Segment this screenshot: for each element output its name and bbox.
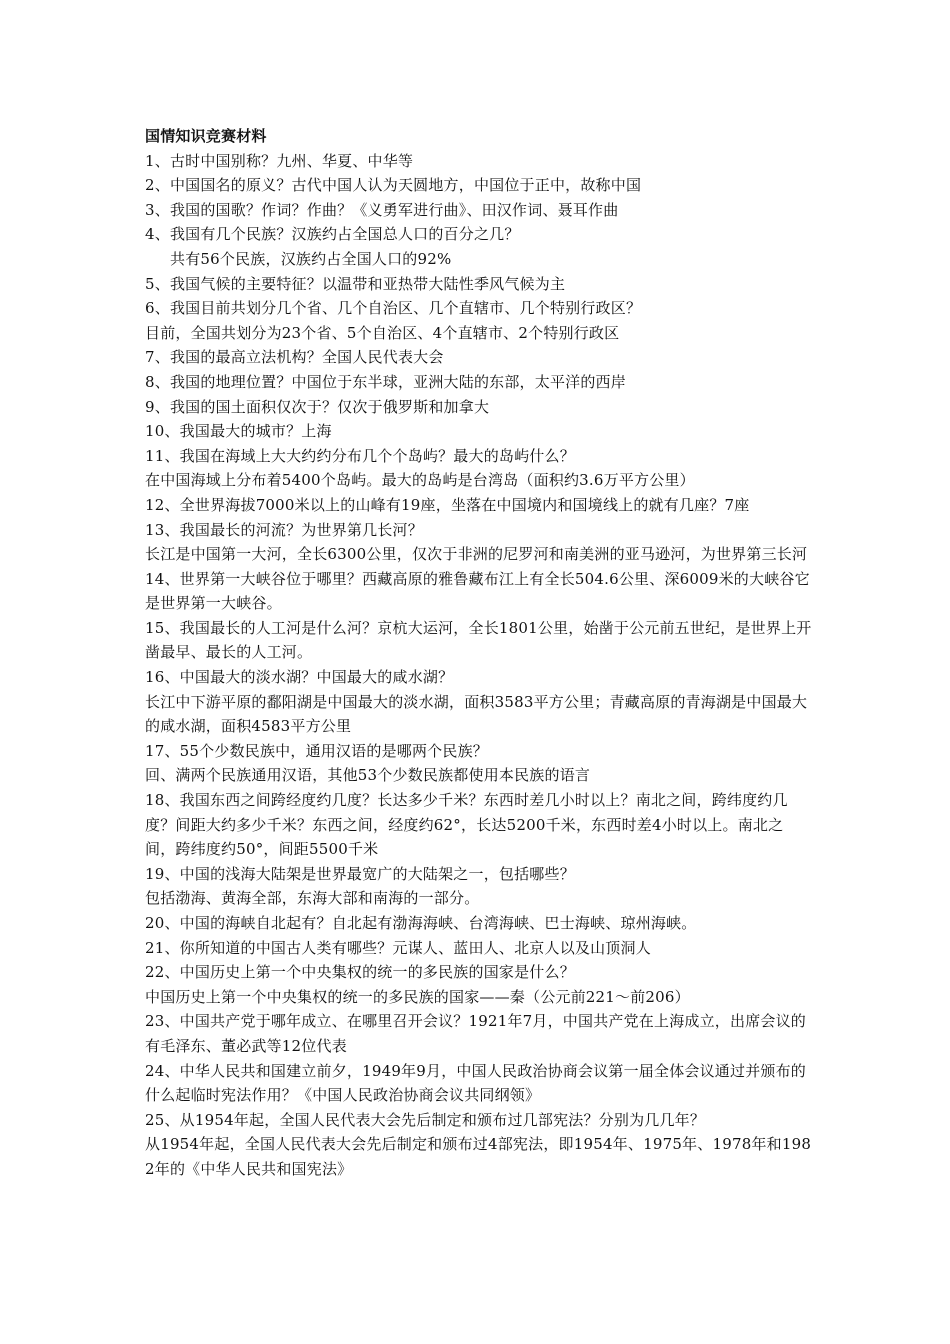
- document-line: 中国历史上第一个中央集权的统一的多民族的国家——秦（公元前221～前206）: [145, 987, 690, 1006]
- document-title: 国情知识竞赛材料: [145, 127, 267, 145]
- document-line: 2、中国国名的原义？古代中国人认为天圆地方，中国位于正中，故称中国: [145, 176, 642, 195]
- document-line: 8、我国的地理位置？中国位于东半球，亚洲大陆的东部，太平洋的西岸: [145, 372, 626, 391]
- document-line: 从1954年起，全国人民代表大会先后制定和颁布过4部宪法，即1954年、1975年、1978年和1982年的《中华人民共和国宪法》: [145, 1135, 812, 1178]
- document-line: 在中国海域上分布着5400个岛屿。最大的岛屿是台湾岛（面积约3.6万平方公里）: [145, 471, 695, 490]
- document-line: 13、我国最长的河流？为世界第几长河？: [145, 520, 423, 539]
- document-line: 目前，全国共划分为23个省、5个自治区、4个直辖市、2个特别行政区: [145, 323, 620, 342]
- document-line: 3、我国的国歌？作词？作曲？《义勇军进行曲》、田汉作词、聂耳作曲: [145, 200, 619, 219]
- document-line: 22、中国历史上第一个中央集权的统一的多民族的国家是什么？: [145, 963, 575, 982]
- document-line: 9、我国的国土面积仅次于？仅次于俄罗斯和加拿大: [145, 397, 490, 416]
- document-line: 1、古时中国别称？九州、华夏、中华等: [145, 151, 414, 170]
- document-line: 长江中下游平原的鄱阳湖是中国最大的淡水湖，面积3583平方公里；青藏高原的青海湖是中国最大的咸水湖，面积4583平方公里: [145, 692, 808, 736]
- document-line: 24、中华人民共和国建立前夕，1949年9月，中国人民政治协商会议第一届全体会议通过并颁布的什么起临时宪法作用？《中国人民政治协商会议共同纲领》: [145, 1061, 807, 1105]
- document-line: 7、我国的最高立法机构？全国人民代表大会: [145, 348, 444, 367]
- document-line: 共有56个民族，汉族约占全国人口的92%: [170, 249, 452, 268]
- document-line: 23、中国共产党于哪年成立、在哪里召开会议？1921年7月，中国共产党在上海成立，出席会议的有毛泽东、董必武等12位代表: [145, 1012, 807, 1055]
- document-line: 回、满两个民族通用汉语，其他53个少数民族都使用本民族的语言: [145, 766, 591, 785]
- document-line: 15、我国最长的人工河是什么河？京杭大运河，全长1801公里，始凿于公元前五世纪，是世界上开凿最早、最长的人工河。: [145, 618, 812, 662]
- document-line: 16、中国最大的淡水湖？中国最大的咸水湖？: [145, 668, 454, 687]
- document-line: 11、我国在海域上大大约约分布几个个岛屿？最大的岛屿什么？: [145, 446, 575, 465]
- document-page: [145, 124, 813, 1182]
- document-line: 14、世界第一大峡谷位于哪里？西藏高原的雅鲁藏布江上有全长504.6公里、深6009米的大峡谷它是世界第一大峡谷。: [145, 569, 810, 613]
- document-line: 19、中国的浅海大陆架是世界最宽广的大陆架之一，包括哪些？: [145, 864, 575, 883]
- document-line: 6、我国目前共划分几个省、几个自治区、几个直辖市、几个特别行政区？: [145, 299, 642, 318]
- document-line: 10、我国最大的城市？上海: [145, 422, 332, 441]
- document-line: 20、中国的海峡自北起有？自北起有渤海海峡、台湾海峡、巴士海峡、琼州海峡。: [145, 914, 697, 932]
- document-line: 25、从1954年起，全国人民代表大会先后制定和颁布过几部宪法？分别为几几年？: [145, 1110, 706, 1129]
- document-line: 长江是中国第一大河，全长6300公里，仅次于非洲的尼罗河和南美洲的亚马逊河，为世界第三长河: [145, 545, 808, 564]
- document-line: 21、你所知道的中国古人类有哪些？元谋人、蓝田人、北京人以及山顶洞人: [145, 938, 651, 957]
- document-line: 5、我国气候的主要特征？以温带和亚热带大陆性季风气候为主: [145, 274, 566, 293]
- document-line: 18、我国东西之间跨经度约几度？长达多少千米？东西时差几小时以上？南北之间，跨纬度约几度？间距大约多少千米？东西之间，经度约62°，长达5200千米，东西时差4小时以上。南北之间，跨纬度约50°，间距5500千米: [145, 791, 788, 859]
- document-body: [145, 149, 813, 1182]
- document-line: 4、我国有几个民族？汉族约占全国总人口的百分之几？: [145, 225, 520, 244]
- document-line: 12、全世界海拔7000米以上的山峰有19座，坐落在中国境内和国境线上的就有几座？7座: [145, 495, 750, 514]
- document-line: 包括渤海、黄海全部，东海大部和南海的一部分。: [145, 889, 480, 908]
- document-line: 17、55个少数民族中，通用汉语的是哪两个民族？: [145, 741, 488, 760]
